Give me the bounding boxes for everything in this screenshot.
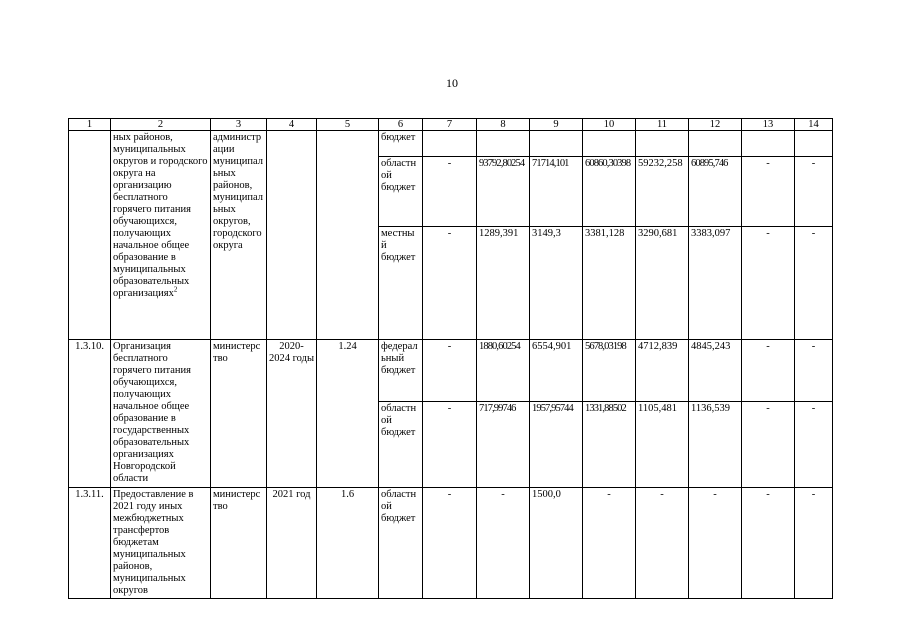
cell-value: - [423, 227, 477, 340]
table-row [69, 488, 833, 599]
cell-source: областной бюджет [379, 488, 423, 599]
cell-value: - [423, 157, 477, 227]
cell-value: 1500,0 [530, 488, 583, 599]
cell-period [267, 131, 317, 340]
header-col-4: 4 [267, 119, 317, 131]
cell-value [423, 131, 477, 157]
cell-value [583, 131, 636, 157]
cell-target: 1.24 [317, 340, 379, 488]
cell-value: - [742, 340, 795, 402]
cell-index: 1.3.11. [69, 488, 111, 599]
cell-value [795, 131, 833, 157]
cell-source: областной бюджет [379, 402, 423, 488]
cell-value: - [423, 340, 477, 402]
cell-value: 3383,097 [689, 227, 742, 340]
cell-value: 4712,839 [636, 340, 689, 402]
cell-target [317, 131, 379, 340]
cell-value [689, 131, 742, 157]
cell-index: 1.3.10. [69, 340, 111, 488]
cell-value: 60895,746 [689, 157, 742, 227]
cell-value: 60860,30398 [583, 157, 636, 227]
cell-value: 1331,88502 [583, 402, 636, 488]
header-col-13: 13 [742, 119, 795, 131]
cell-executor: министерство [211, 340, 267, 488]
cell-value: 3149,3 [530, 227, 583, 340]
cell-value: 6554,901 [530, 340, 583, 402]
cell-value: - [795, 227, 833, 340]
cell-value [742, 131, 795, 157]
header-col-8: 8 [477, 119, 530, 131]
cell-value: 93792,80254 [477, 157, 530, 227]
header-col-6: 6 [379, 119, 423, 131]
cell-value: - [742, 488, 795, 599]
cell-value: 1105,481 [636, 402, 689, 488]
cell-value: 3381,128 [583, 227, 636, 340]
cell-value: 5678,03198 [583, 340, 636, 402]
cell-description: Предоставление в 2021 году иных межбюджетных трансфертов бюджетам муниципальных районов, муниципальных округов [111, 488, 211, 599]
cell-executor: администрации муниципальных районов, муниципальных округов, городского округа [211, 131, 267, 340]
cell-value: - [795, 157, 833, 227]
header-col-1: 1 [69, 119, 111, 131]
cell-value: 59232,258 [636, 157, 689, 227]
budget-table [68, 118, 833, 599]
cell-value: - [477, 488, 530, 599]
header-col-11: 11 [636, 119, 689, 131]
header-col-9: 9 [530, 119, 583, 131]
cell-source: бюджет [379, 131, 423, 157]
cell-value: 3290,681 [636, 227, 689, 340]
header-col-5: 5 [317, 119, 379, 131]
cell-period: 2020-2024 годы [267, 340, 317, 488]
cell-value: 1880,60254 [477, 340, 530, 402]
header-col-12: 12 [689, 119, 742, 131]
header-col-14: 14 [795, 119, 833, 131]
cell-value [636, 131, 689, 157]
cell-executor: министерство [211, 488, 267, 599]
cell-value: - [423, 488, 477, 599]
cell-index [69, 131, 111, 340]
cell-source: местный бюджет [379, 227, 423, 340]
cell-value: - [795, 340, 833, 402]
cell-value: - [583, 488, 636, 599]
cell-source: областной бюджет [379, 157, 423, 227]
cell-value [530, 131, 583, 157]
cell-source: федеральный бюджет [379, 340, 423, 402]
header-row [69, 119, 833, 131]
cell-value: 71714,101 [530, 157, 583, 227]
cell-target: 1.6 [317, 488, 379, 599]
cell-value: - [689, 488, 742, 599]
cell-value: 4845,243 [689, 340, 742, 402]
cell-value: - [423, 402, 477, 488]
cell-value: - [636, 488, 689, 599]
header-col-2: 2 [111, 119, 211, 131]
cell-description: ных районов, муниципальных округов и городского округа на организацию бесплатного горячего питания обучающихся, получающих начальное общее образование в муниципальных образовательных организациях$^2$ [111, 131, 211, 340]
cell-value: - [795, 402, 833, 488]
cell-value [477, 131, 530, 157]
cell-period: 2021 год [267, 488, 317, 599]
header-col-3: 3 [211, 119, 267, 131]
cell-value: 1957,95744 [530, 402, 583, 488]
cell-description: Организация бесплатного горячего питания обучающихся, получающих начальное общее образование в государственных образовательных организациях Новгородской области [111, 340, 211, 488]
header-col-10: 10 [583, 119, 636, 131]
cell-value: - [742, 402, 795, 488]
cell-value: 1289,391 [477, 227, 530, 340]
cell-value: - [742, 157, 795, 227]
cell-value: 717,99746 [477, 402, 530, 488]
cell-value: 1136,539 [689, 402, 742, 488]
cell-value: - [795, 488, 833, 599]
header-col-7: 7 [423, 119, 477, 131]
cell-value: - [742, 227, 795, 340]
table-row [69, 131, 833, 157]
table-row [69, 340, 833, 402]
page-number: 10 [446, 76, 458, 90]
